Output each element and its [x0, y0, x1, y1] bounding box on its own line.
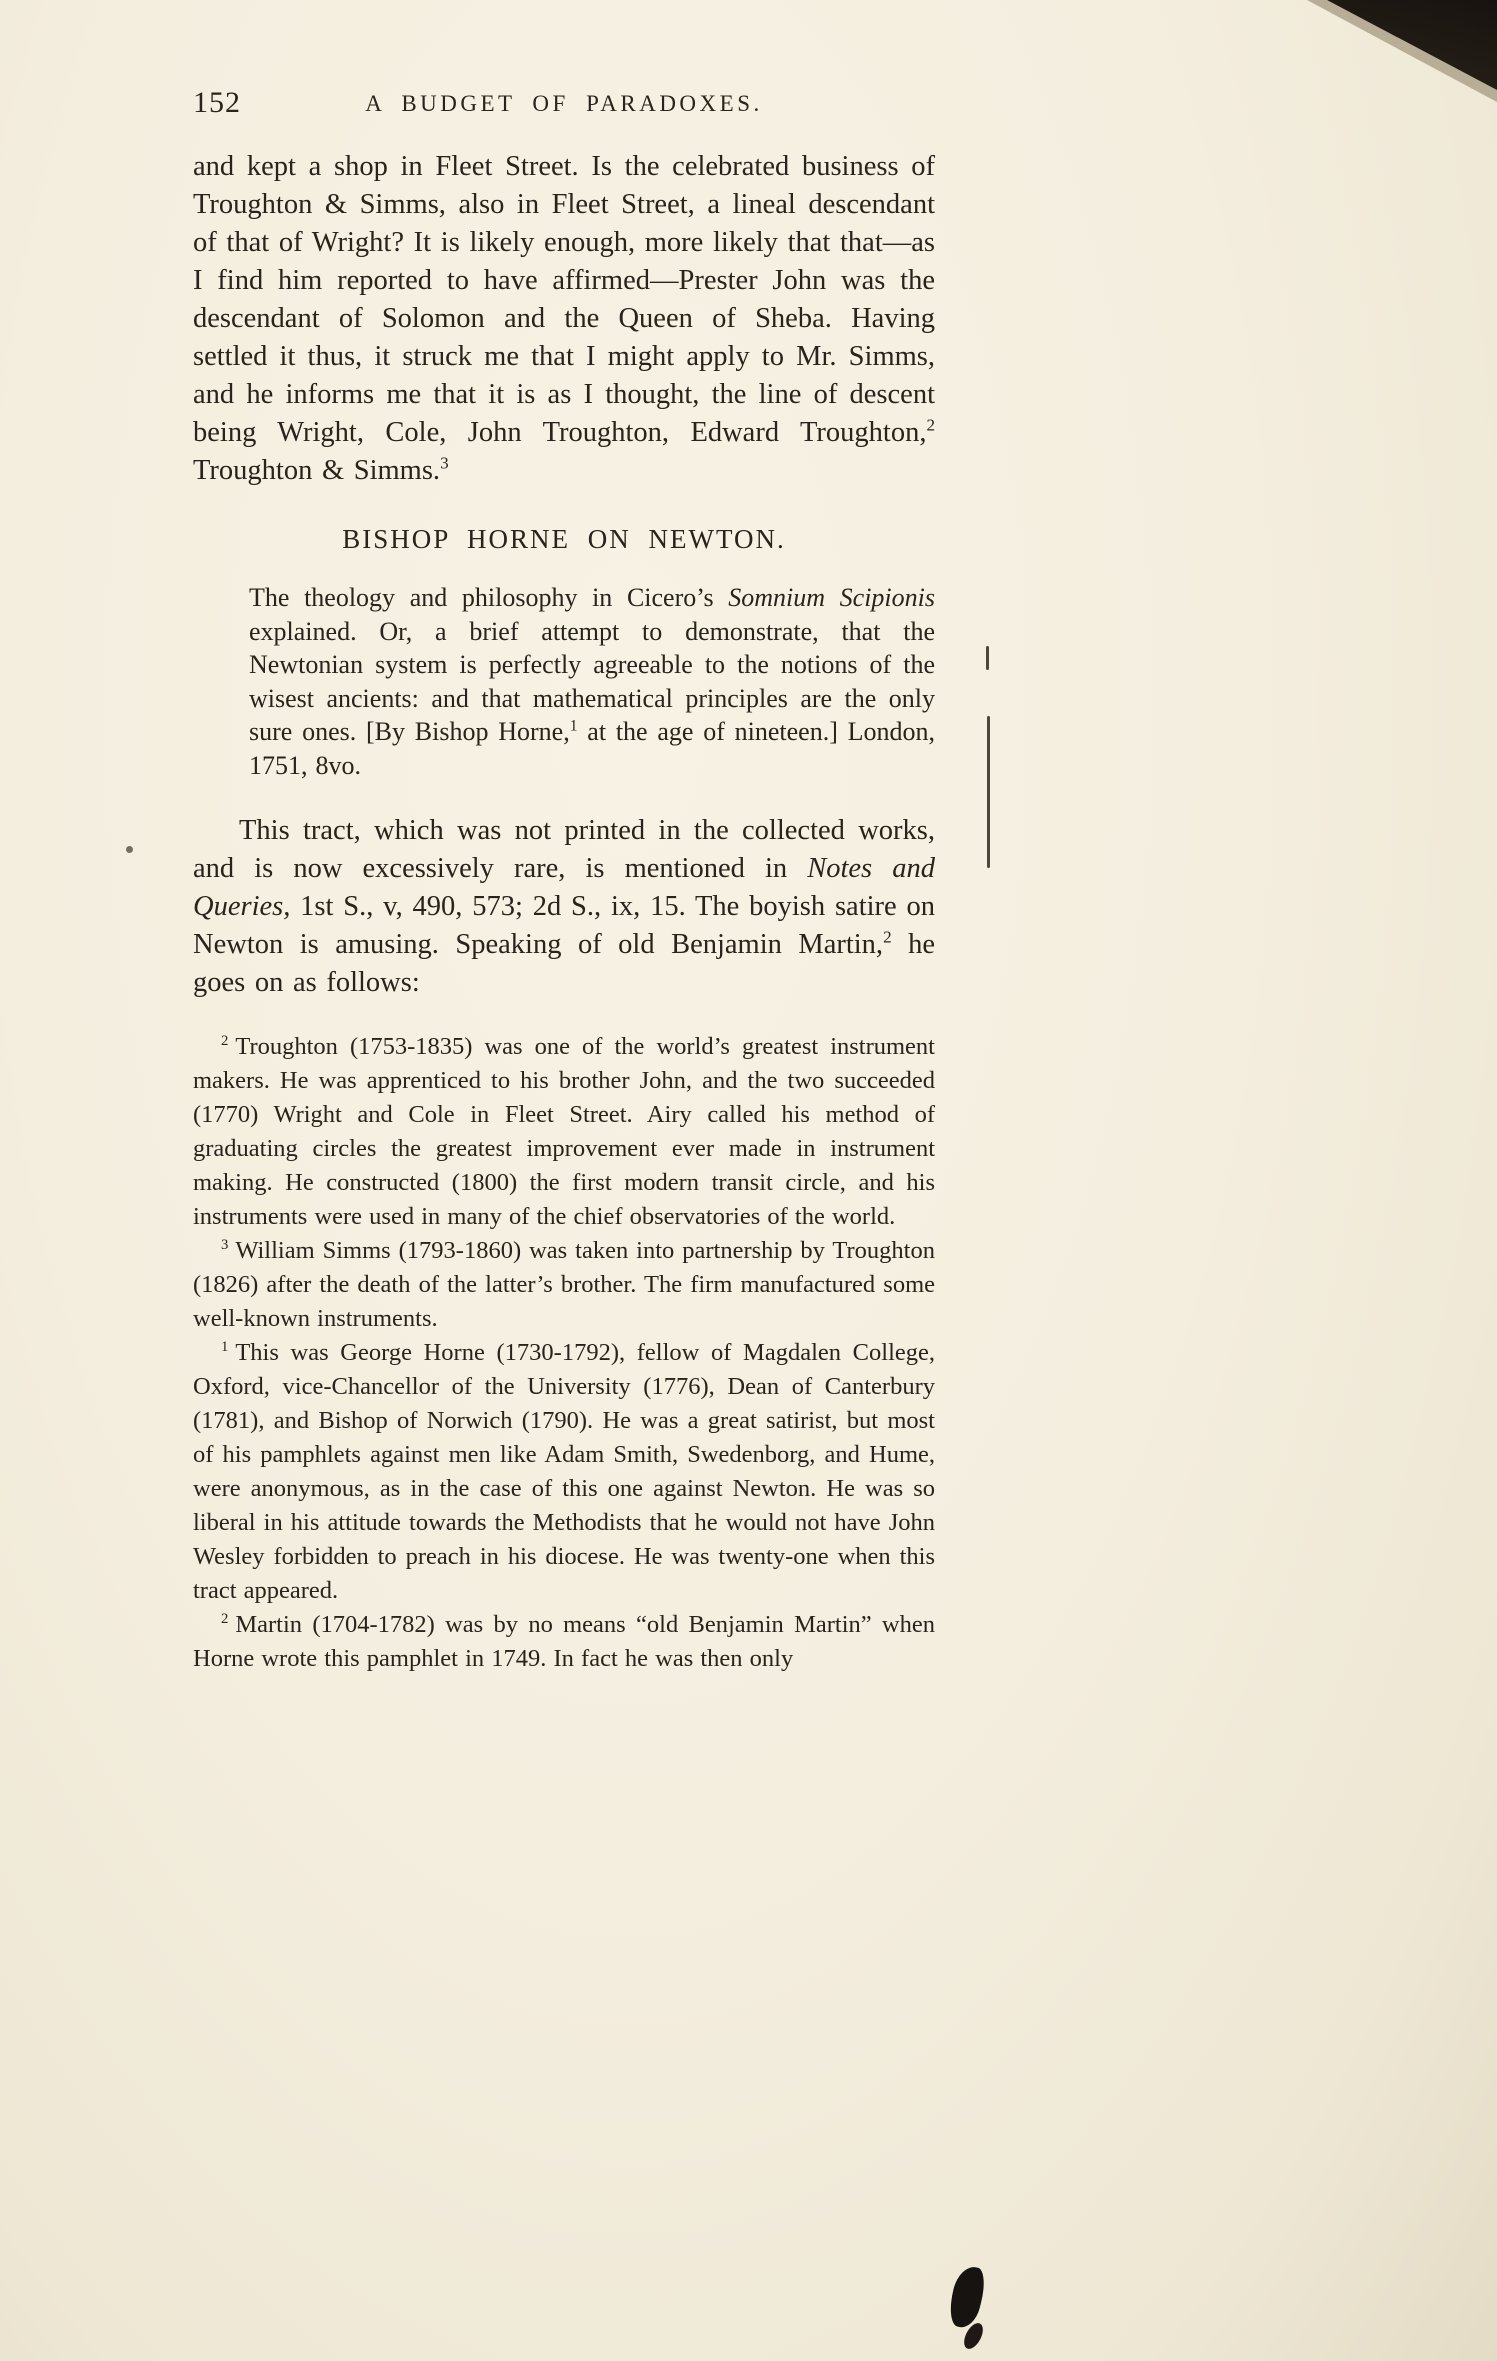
page-content — [193, 86, 935, 1676]
footnote-troughton — [193, 1030, 935, 1234]
page-curl-artifact — [1327, 0, 1497, 90]
footnote-marker: 1 — [221, 1338, 229, 1355]
footnotes-section — [193, 1030, 935, 1676]
text-segment: and kept a shop in Fleet Street. Is the celebrated business of Troughton & Simms, also in Fleet Street, a lineal descendant of that of Wright? It is likely enough, more likely that that—as I find him reported to have affirmed—Prester John was the descendant of Solomon and the Queen of Sheba. Having settled it thus, it struck me that I might apply to Mr. Simms, and he informs me that it is as I thought, the line of descent being Wright, Cole, John Troughton, Edward Troughton, — [193, 151, 935, 448]
superscript-reference: 3 — [440, 453, 449, 473]
footnote-marker: 2 — [221, 1610, 229, 1627]
section-heading: BISHOP HORNE ON NEWTON. — [342, 524, 786, 554]
text-segment: explained. Or, a brief attempt to demonstrate, that the Newtonian system is perfectly agreeable to the notions of the wisest ancients: and that mathematical principles are the only sure ones. [By Bishop Horne, — [249, 616, 935, 746]
text-segment: he goes on as follows: — [193, 929, 935, 998]
paragraph-continuation — [193, 148, 935, 490]
running-title: A BUDGET OF PARADOXES. — [365, 91, 763, 116]
footnote-text — [193, 1033, 935, 1230]
text-segment: Troughton (1753-1835) was one of the world’s greatest instrument makers. He was apprenticed to his brother John, and the two succeeded (1770) Wright and Cole in Fleet Street. Airy called his method of graduating circles the greatest improvement ever made in instrument making. He constructed (1800) the first modern transit circle, and his instruments were used in many of the chief observatories of the world. — [193, 1033, 935, 1230]
text-segment: Notes and Queries, — [193, 853, 935, 922]
page-header — [193, 86, 935, 124]
text-segment: William Simms (1793-1860) was taken into partnership by Troughton (1826) after the death of the latter’s brother. The firm manufactured some well-known instruments. — [193, 1237, 935, 1332]
page-number: 152 — [193, 86, 241, 119]
text-segment: This was George Horne (1730-1792), fellow of Magdalen College, Oxford, vice-Chancellor of the University (1776), Dean of Canterbury (1781), and Bishop of Norwich (1790). He was a great satirist, but most of his pamphlets against men like Adam Smith, Swedenborg, and Hume, were anonymous, as in the case of this one against Newton. He was so liberal in his attitude towards the Methodists that he would not have John Wesley forbidden to preach in his diocese. He was twenty-one when this tract appeared. — [193, 1339, 935, 1604]
text-segment: Troughton & Simms. — [193, 455, 441, 486]
footnote-text — [193, 1237, 935, 1332]
text-segment: at the age of nineteen.] London, 1751, 8vo. — [249, 717, 936, 780]
scan-ink-blot — [945, 2263, 989, 2330]
footnote-horne — [193, 1336, 935, 1608]
footnote-marker: 2 — [221, 1032, 229, 1049]
scan-margin-mark — [986, 646, 989, 670]
paragraph-commentary — [193, 812, 935, 1002]
footnote-simms — [193, 1234, 935, 1336]
text-segment: 1st S., v, 490, 573; 2d S., ix, 15. The boyish satire on Newton is amusing. Speaking of old Benjamin Martin, — [193, 891, 935, 960]
text-segment: The theology and philosophy in Cicero’s — [249, 583, 729, 612]
footnote-martin — [193, 1608, 935, 1676]
footnote-text — [193, 1611, 935, 1672]
text-segment: Somnium Scipionis — [728, 583, 935, 612]
superscript-reference: 2 — [926, 415, 935, 435]
footnote-text — [193, 1339, 935, 1604]
bibliographic-entry — [249, 581, 935, 782]
text-segment: This tract, which was not printed in the collected works, and is now excessively rare, is mentioned in — [193, 815, 935, 884]
superscript-reference: 1 — [569, 717, 578, 735]
footnote-marker: 3 — [221, 1236, 229, 1253]
text-segment: Martin (1704-1782) was by no means “old Benjamin Martin” when Horne wrote this pamphlet in 1749. In fact he was then only — [193, 1611, 935, 1672]
scan-margin-mark — [987, 716, 990, 868]
superscript-reference: 2 — [883, 927, 892, 947]
scan-speck — [126, 846, 133, 853]
